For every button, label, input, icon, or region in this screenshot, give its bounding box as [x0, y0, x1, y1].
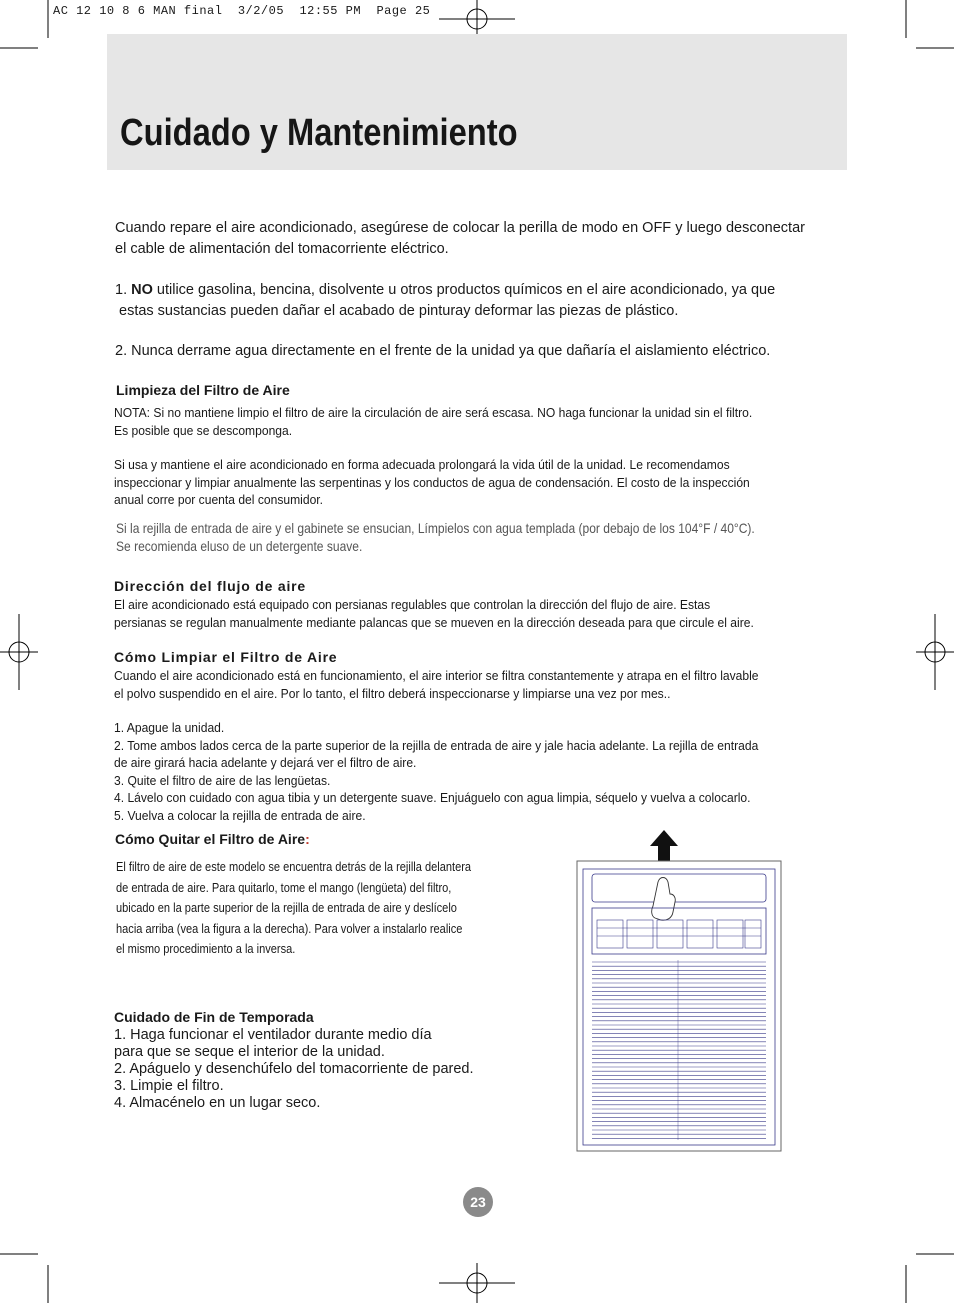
section-heading-how-to-remove	[115, 831, 310, 847]
step-line: 2. Apáguelo y desenchúfelo del tomacorriente de pared.	[114, 1061, 474, 1077]
step-line: 2. Tome ambos lados cerca de la parte superior de la rejilla de entrada de aire y jale hacia adelante. La rejilla de entrada	[114, 737, 759, 753]
warning-item-2: 2. Nunca derrame agua directamente en el frente de la unidad ya que dañaría el aislamiento eléctrico.	[115, 343, 771, 359]
paragraph-line: Si la rejilla de entrada de aire y el gabinete se ensucian, Límpielos con agua templada (por debajo de los 104°F / 40°C).	[116, 520, 755, 536]
item-emphasis: NO	[131, 282, 153, 298]
step-line: de aire girará hacia adelante y dejará ver el filtro de aire.	[114, 755, 417, 770]
airflow-text	[114, 596, 754, 631]
registration-mark-bottom	[439, 1263, 515, 1303]
paragraph-line: anual corre por cuenta del consumidor.	[114, 492, 324, 507]
end-of-season-steps	[114, 1027, 474, 1112]
how-to-clean-text	[114, 667, 759, 702]
note-line: NOTA: Si no mantiene limpio el filtro de aire la circulación de aire será escasa. NO haga funcionar la unidad sin el filtro.	[114, 405, 753, 420]
registration-mark-left	[0, 614, 38, 690]
note-line: Es posible que se descomponga.	[114, 422, 293, 438]
up-arrow-icon	[650, 830, 678, 864]
intro-line: Cuando repare el aire acondicionado, asegúrese de colocar la perilla de modo en OFF y luego desconectar	[115, 220, 805, 236]
paragraph-line: Si usa y mantiene el aire acondicionado en forma adecuada prolongará la vida útil de la unidad. Le recomendamos	[114, 457, 730, 472]
step-line: 4. Lávelo con cuidado con agua tibia y un detergente suave. Enjuáguelo con agua limpia, séquelo y vuelva a colocarlo.	[114, 790, 751, 805]
print-slug: AC 12 10 8 6 MAN final 3/2/05 12:55 PM Page 25	[53, 4, 431, 18]
step-line: 4. Almacénelo en un lugar seco.	[114, 1095, 321, 1111]
paragraph-line: de entrada de aire. Para quitarlo, tome el mango (lengüeta) del filtro,	[116, 879, 452, 895]
paragraph-line: Se recomienda eluso de un detergente suave.	[116, 537, 363, 554]
paragraph-line: inspeccionar y limpiar anualmente las serpentinas y los conductos de agua de condensación. El costo de la inspección	[114, 474, 750, 490]
section-heading-filter-cleaning: Limpieza del Filtro de Aire	[116, 382, 290, 398]
paragraph-line: Cuando el aire acondicionado está en funcionamiento, el aire interior se filtra constantemente y atrapa en el filtro lavable	[114, 668, 759, 683]
heading-colon: :	[305, 831, 310, 847]
warning-item-1	[115, 280, 775, 322]
item-text: utilice gasolina, bencina, disolvente u otros productos químicos en el aire acondicionado, ya que	[152, 282, 776, 298]
step-line: 5. Vuelva a colocar la rejilla de entrada de aire.	[114, 807, 366, 823]
paragraph-line: hacia arriba (vea la figura a la derecha). Para volver a instalarlo realice	[116, 920, 463, 936]
step-line: 3. Quite el filtro de aire de las lengüetas.	[114, 772, 331, 788]
intro-line: el cable de alimentación del tomacorriente eléctrico.	[115, 241, 449, 257]
item-number: 1.	[115, 282, 128, 298]
filter-note	[114, 404, 752, 439]
intro-text	[115, 218, 805, 260]
filter-paragraph	[114, 456, 750, 509]
section-heading-how-to-clean: Cómo Limpiar el Filtro de Aire	[114, 649, 338, 665]
item-text: estas sustancias pueden dañar el acabado de pinturay deformar las piezas de plástico.	[119, 303, 679, 319]
step-line: 1. Haga funcionar el ventilador durante medio día	[114, 1027, 432, 1043]
cleaning-steps	[114, 719, 758, 824]
section-heading-end-of-season: Cuidado de Fin de Temporada	[114, 1009, 314, 1025]
heading-text: Cómo Quitar el Filtro de Aire	[115, 831, 306, 847]
paragraph-line: el polvo suspendido en el aire. Por lo tanto, el filtro deberá inspeccionarse y limpiarse una vez por mes..	[114, 685, 671, 701]
filter-removal-illustration	[570, 828, 786, 1154]
paragraph-line: el mismo procedimiento a la inversa.	[116, 941, 296, 956]
paragraph-line: El filtro de aire de este modelo se encuentra detrás de la rejilla delantera	[116, 859, 472, 874]
paragraph-line: El aire acondicionado está equipado con persianas regulables que controlan la dirección del flujo de aire. Estas	[114, 597, 711, 612]
step-line: para que se seque el interior de la unidad.	[114, 1044, 385, 1060]
step-line: 3. Limpie el filtro.	[114, 1078, 224, 1094]
grille-paragraph	[116, 520, 755, 555]
paragraph-line: persianas se regulan manualmente mediante palancas que se mueven en la dirección deseada para que circule el aire.	[114, 614, 754, 630]
how-to-remove-text	[116, 857, 471, 960]
step-line: 1. Apague la unidad.	[114, 720, 225, 735]
page-title: Cuidado y Mantenimiento	[120, 112, 518, 154]
paragraph-line: ubicado en la parte superior de la rejilla de entrada de aire y deslícelo	[116, 900, 457, 915]
registration-mark-right	[916, 614, 954, 690]
section-heading-airflow: Dirección del flujo de aire	[114, 578, 306, 594]
page-number-badge: 23	[463, 1187, 493, 1217]
